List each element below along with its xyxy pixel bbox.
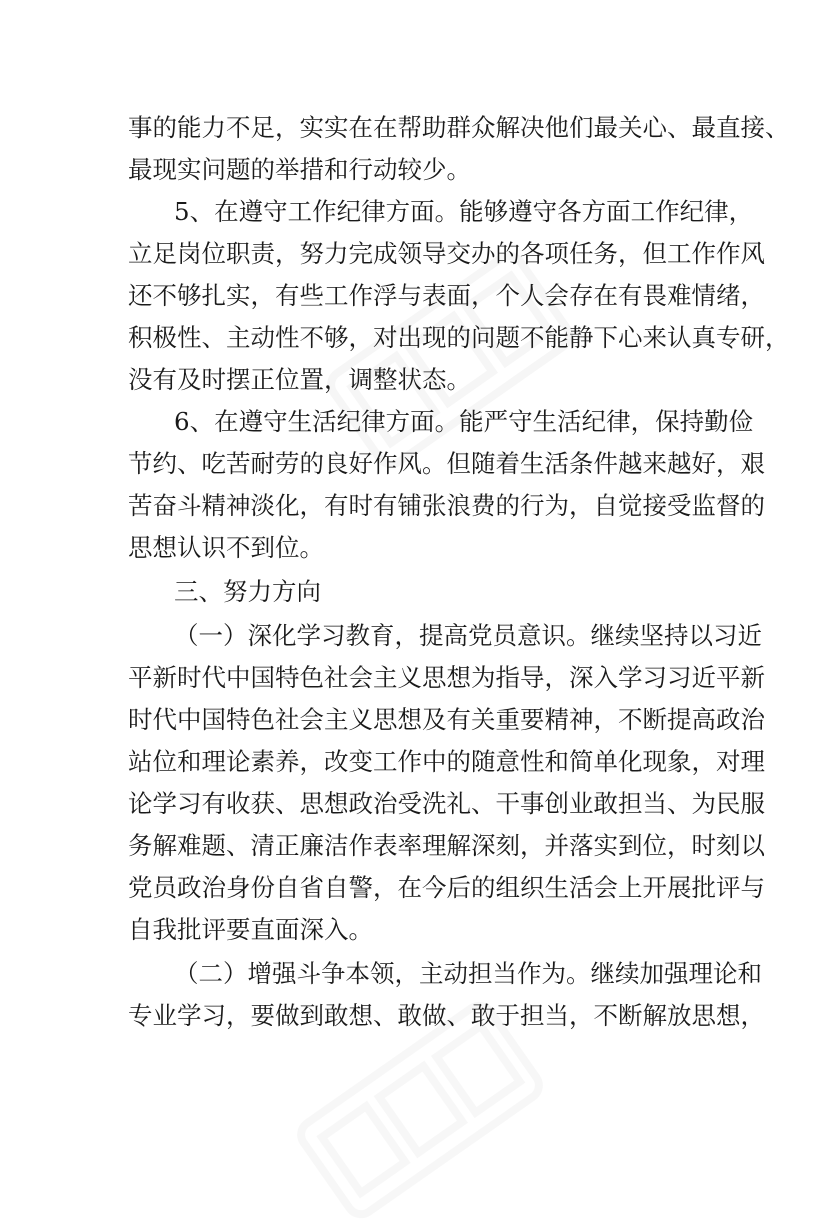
text-line: 平新时代中国特色社会主义思想为指导，深入学习习近平新 (128, 663, 765, 692)
text-line: 论学习有收获、思想政治受洗礼、干事创业敢担当、为民服 (128, 789, 765, 818)
text-line: 没有及时摆正位置，调整状态。 (128, 365, 471, 394)
text-line: 站位和理论素养，改变工作中的随意性和简单化现象，对理 (128, 747, 765, 776)
text-line: 苦奋斗精神淡化，有时有铺张浪费的行为，自觉接受监督的 (128, 491, 765, 520)
text-line: 6、在遵守生活纪律方面。能严守生活纪律，保持勤俭 (174, 407, 754, 436)
text-line: 最现实问题的举措和行动较少。 (128, 155, 471, 184)
text-line: 党员政治身份自省自警，在今后的组织生活会上开展批评与 (128, 873, 765, 902)
text-line: 5、在遵守工作纪律方面。能够遵守各方面工作纪律， (174, 197, 754, 226)
text-line: 事的能力不足，实实在在帮助群众解决他们最关心、最直接、 (128, 113, 790, 142)
text-line: 专业学习，要做到敢想、敢做、敢于担当，不断解放思想， (128, 1001, 765, 1030)
text-line: 自我批评要直面深入。 (128, 915, 373, 944)
text-line: 还不够扎实，有些工作浮与表面，个人会存在有畏难情绪， (128, 281, 765, 310)
text-line: （二）增强斗争本领，主动担当作为。继续加强理论和 (174, 959, 762, 988)
text-line: 务解难题、清正廉洁作表率理解深刻，并落实到位，时刻以 (128, 831, 765, 860)
text-line: 思想认识不到位。 (128, 533, 324, 562)
section-heading: 三、努力方向 (174, 577, 321, 606)
text-line: 立足岗位职责，努力完成领导交办的各项任务，但工作作风 (128, 239, 765, 268)
text-line: 节约、吃苦耐劳的良好作风。但随着生活条件越来越好，艰 (128, 449, 765, 478)
text-line: 时代中国特色社会主义思想及有关重要精神，不断提高政治 (128, 705, 765, 734)
text-line: 积极性、主动性不够，对出现的问题不能静下心来认真专研， (128, 323, 790, 352)
text-line: （一）深化学习教育，提高党员意识。继续坚持以习近 (174, 621, 762, 650)
